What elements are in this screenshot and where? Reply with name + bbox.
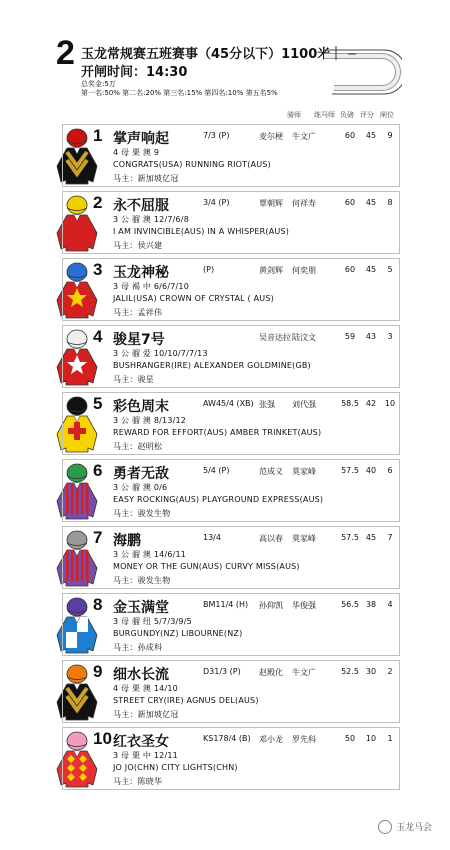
sire-dam: EASY ROCKING(AUS) PLAYGROUND EXPRESS(AUS) xyxy=(113,495,324,504)
sire-dam: CONGRATS(USA) RUNNING RIOT(AUS) xyxy=(113,160,271,169)
pedigree: 3 母 褐 中 6/6/7/10 xyxy=(113,282,189,291)
horse-number: 10 xyxy=(93,729,112,748)
track-diagram-icon xyxy=(312,44,402,96)
pedigree: 3 公 骝 澳 12/7/6/8 xyxy=(113,215,189,224)
pedigree: 4 母 栗 澳 9 xyxy=(113,148,160,157)
header-draw: 闸位 xyxy=(380,111,394,119)
owner: 马主：侯兴建 xyxy=(113,241,163,250)
trainer-name: 牛文广 xyxy=(292,668,316,677)
header-trainer: 练马师 xyxy=(314,111,335,119)
horse-number: 9 xyxy=(93,662,103,681)
entry-row xyxy=(62,526,400,589)
horse-number: 5 xyxy=(93,394,103,413)
sire-dam: BURGUNDY(NZ) LIBOURNE(NZ) xyxy=(113,629,243,638)
odds-gear: 3/4 (P) xyxy=(203,198,230,207)
jockey-name: 高以春 xyxy=(259,534,283,543)
draw: 7 xyxy=(387,533,393,542)
weight: 60 xyxy=(344,265,356,274)
odds-gear: D31/3 (P) xyxy=(203,667,241,676)
jockey-name: 麦尔梗 xyxy=(259,132,283,141)
draw: 6 xyxy=(387,466,393,475)
odds-gear: BM11/4 (H) xyxy=(203,600,249,609)
pedigree: 3 母 栗 中 12/11 xyxy=(113,751,178,760)
owner: 马主：新加坡亿冠 xyxy=(113,710,179,719)
rating: 45 xyxy=(365,198,377,207)
weight: 60 xyxy=(344,198,356,207)
pedigree: 3 公 骝 澳 14/6/11 xyxy=(113,550,187,559)
horse-number: 2 xyxy=(93,193,103,212)
race-prize-split: 第一名:50% 第二名:20% 第三名:15% 第四名:10% 第五名5% xyxy=(81,89,278,97)
sire-dam: BUSHRANGER(IRE) ALEXANDER GOLDMINE(GB) xyxy=(113,361,311,370)
pedigree: 3 公 骝 澳 8/13/12 xyxy=(113,416,187,425)
odds-gear: KS178/4 (B) xyxy=(203,734,251,743)
owner: 马主：陈晓华 xyxy=(113,777,163,786)
owner: 马主：赵明松 xyxy=(113,442,163,451)
draw: 3 xyxy=(387,332,393,341)
horse-name: 金玉满堂 xyxy=(113,600,169,616)
column-headers xyxy=(0,110,450,122)
rating: 38 xyxy=(365,600,377,609)
trainer-name: 刘代强 xyxy=(292,400,316,409)
rating: 10 xyxy=(365,734,377,743)
horse-number: 1 xyxy=(93,126,103,145)
footer-brand-label: 玉龙马会 xyxy=(395,822,432,833)
horse-name: 勇者无敌 xyxy=(113,466,169,482)
jockey-name: 覃朝辉 xyxy=(259,199,283,208)
jockey-name: 赵殿化 xyxy=(259,668,283,677)
footer-brand xyxy=(378,820,432,835)
horse-name: 海鹏 xyxy=(113,533,141,549)
entry-row xyxy=(62,392,400,455)
trainer-name: 牛文广 xyxy=(292,132,316,141)
owner: 马主：骏星 xyxy=(113,375,154,384)
sire-dam: JO JO(CHN) CITY LIGHTS(CHN) xyxy=(113,763,238,772)
jockey-name: 邓小龙 xyxy=(259,735,283,744)
rating: 40 xyxy=(365,466,377,475)
race-number: 2 xyxy=(56,34,75,72)
weight: 57.5 xyxy=(341,466,359,475)
pedigree: 3 公 骝 爱 10/10/7/7/13 xyxy=(113,349,208,358)
trainer-name: 何祥寿 xyxy=(292,199,316,208)
weight: 59 xyxy=(344,332,356,341)
owner: 马主：孙成科 xyxy=(113,643,163,652)
entry-row xyxy=(62,124,400,187)
horse-name: 玉龙神秘 xyxy=(113,265,169,281)
draw: 2 xyxy=(387,667,393,676)
trainer-name: 何奕朋 xyxy=(292,266,316,275)
pedigree: 3 母 骝 纽 5/7/3/9/5 xyxy=(113,617,192,626)
jockey-name: 吴音达拉 xyxy=(259,333,291,342)
weight: 50 xyxy=(344,734,356,743)
horse-name: 彩色周末 xyxy=(113,399,169,415)
horse-number: 4 xyxy=(93,327,103,346)
sire-dam: I AM INVINCIBLE(AUS) IN A WHISPER(AUS) xyxy=(113,227,290,236)
wechat-icon xyxy=(378,820,392,834)
trainer-name: 陆汶文 xyxy=(292,333,316,342)
horse-number: 6 xyxy=(93,461,103,480)
horse-name: 骏星7号 xyxy=(113,332,165,348)
rating: 45 xyxy=(365,131,377,140)
jockey-name: 黄剑辉 xyxy=(259,266,283,275)
entry-row xyxy=(62,325,400,388)
sire-dam: STREET CRY(IRE) AGNUS DEL(AUS) xyxy=(113,696,259,705)
sire-dam: REWARD FOR EFFORT(AUS) AMBER TRINKET(AUS) xyxy=(113,428,322,437)
draw: 4 xyxy=(387,600,393,609)
weight: 56.5 xyxy=(341,600,359,609)
draw: 8 xyxy=(387,198,393,207)
horse-name: 永不屈服 xyxy=(113,198,169,214)
rating: 45 xyxy=(365,265,377,274)
weight: 58.5 xyxy=(341,399,359,408)
entry-row xyxy=(62,258,400,321)
race-title: 玉龙常规赛五班赛事（45分以下）1100米 xyxy=(81,47,331,62)
owner: 马主：孟祥伟 xyxy=(113,308,163,317)
odds-gear: (P) xyxy=(203,265,215,274)
entry-row xyxy=(62,727,400,790)
odds-gear: 7/3 (P) xyxy=(203,131,230,140)
odds-gear: AW45/4 (XB) xyxy=(203,399,254,408)
pedigree: 3 公 骝 澳 0/6 xyxy=(113,483,168,492)
race-purse: 总奖金:5万 xyxy=(81,80,116,88)
horse-number: 7 xyxy=(93,528,103,547)
weight: 60 xyxy=(344,131,356,140)
race-start-time: 开闸时间：14:30 xyxy=(81,65,188,80)
horse-name: 细水长流 xyxy=(113,667,169,683)
rating: 43 xyxy=(365,332,377,341)
rating: 30 xyxy=(365,667,377,676)
horse-number: 3 xyxy=(93,260,103,279)
entry-row xyxy=(62,593,400,656)
entry-row xyxy=(62,191,400,254)
draw: 9 xyxy=(387,131,393,140)
jockey-name: 范成义 xyxy=(259,467,283,476)
rating: 45 xyxy=(365,533,377,542)
jockey-name: 张强 xyxy=(259,400,275,409)
owner: 马主：新加坡亿冠 xyxy=(113,174,179,183)
horse-name: 掌声响起 xyxy=(113,131,169,147)
draw: 10 xyxy=(384,399,396,408)
rating: 42 xyxy=(365,399,377,408)
sire-dam: JALIL(USA) CROWN OF CRYSTAL ( AUS) xyxy=(113,294,274,303)
entry-row xyxy=(62,660,400,723)
owner: 马主：骏发生物 xyxy=(113,576,171,585)
odds-gear: 13/4 xyxy=(203,533,221,542)
trainer-name: 罗先科 xyxy=(292,735,316,744)
odds-gear: 5/4 (P) xyxy=(203,466,230,475)
header-weight: 负磅 xyxy=(340,111,354,119)
draw: 1 xyxy=(387,734,393,743)
pedigree: 4 母 栗 澳 14/10 xyxy=(113,684,178,693)
trainer-name: 莫家峰 xyxy=(292,534,316,543)
race-header xyxy=(0,0,450,118)
weight: 52.5 xyxy=(341,667,359,676)
trainer-name: 华俊强 xyxy=(292,601,316,610)
weight: 57.5 xyxy=(341,533,359,542)
header-rating: 评分 xyxy=(360,111,374,119)
jockey-name: 孙仰凯 xyxy=(259,601,283,610)
owner: 马主：骏发生物 xyxy=(113,509,171,518)
sire-dam: MONEY OR THE GUN(AUS) CURVY MISS(AUS) xyxy=(113,562,300,571)
horse-name: 红衣圣女 xyxy=(113,734,169,750)
entry-row xyxy=(62,459,400,522)
horse-number: 8 xyxy=(93,595,103,614)
header-jockey: 骑师 xyxy=(287,111,301,119)
draw: 5 xyxy=(387,265,393,274)
trainer-name: 莫家峰 xyxy=(292,467,316,476)
